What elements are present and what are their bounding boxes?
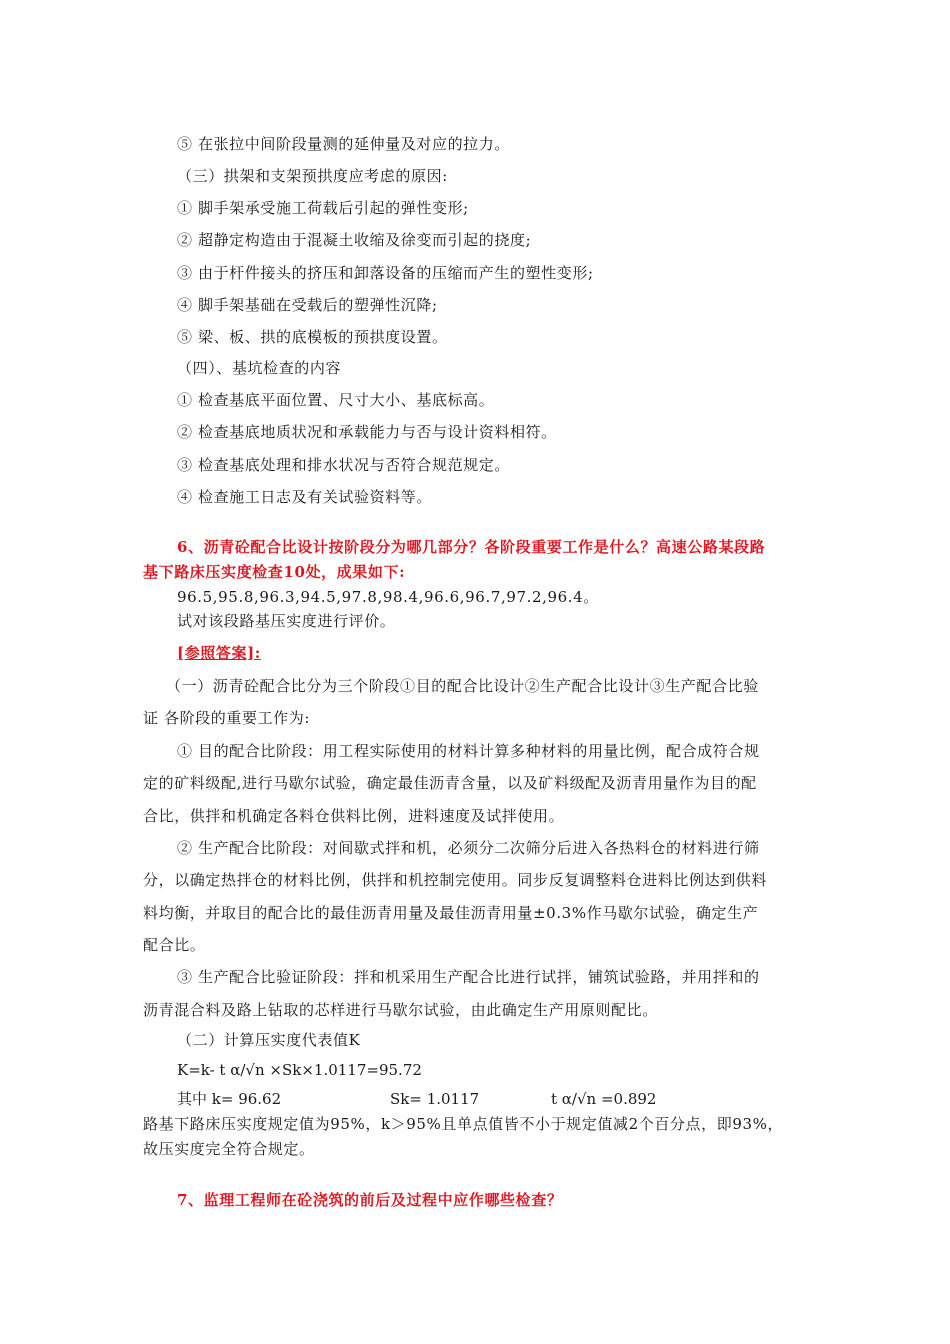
production-mix-line-2: 分，以确定热拌仓的材料比例，供拌和机控制完使用。同步反复调整料仓进料比例达到供料 bbox=[143, 871, 768, 889]
conclusion-line-2: 故压实度完全符合规定。 bbox=[143, 1140, 315, 1158]
answer-part1-line-2: 证 各阶段的重要工作为: bbox=[143, 709, 311, 727]
camber-item-3: ③ 由于杆件接头的挤压和卸落设备的压缩而产生的塑性变形; bbox=[177, 264, 594, 282]
answer-part1-line-1: （一）沥青砼配合比分为三个阶段①目的配合比设计②生产配合比设计③生产配合比验 bbox=[166, 677, 759, 695]
camber-item-5: ⑤ 梁、板、拱的底模板的预拱度设置。 bbox=[177, 328, 448, 346]
pit-item-3: ③ 检查基底处理和排水状况与否符合规范规定。 bbox=[177, 456, 510, 474]
production-mix-line-4: 配合比。 bbox=[143, 936, 206, 954]
formula-t-value: t α/√n =0.892 bbox=[551, 1090, 657, 1108]
production-mix-line-1: ② 生产配合比阶段：对间歇式拌和机，必须分二次筛分后进入各热料仓的材料进行筛 bbox=[177, 839, 760, 857]
tension-item-5: ⑤ 在张拉中间阶段量测的延伸量及对应的拉力。 bbox=[177, 135, 510, 153]
verification-line-1: ③ 生产配合比验证阶段：拌和机采用生产配合比进行试拌，铺筑试验路，并用拌和的 bbox=[177, 968, 760, 986]
conclusion-line-1: 路基下路床压实度规定值为95%，k＞95%且单点值皆不小于规定值减2个百分点，即93%， bbox=[143, 1115, 784, 1133]
pit-item-1: ① 检查基底平面位置、尺寸大小、基底标高。 bbox=[177, 391, 495, 409]
question-6-data: 96.5,95.8,96.3,94.5,97.8,98.4,96.6,96.7,97.2,96.4。 bbox=[177, 588, 599, 606]
target-mix-line-2: 定的矿料级配,进行马歇尔试验，确定最佳沥青含量，以及矿料级配及沥青用量作为目的配 bbox=[143, 774, 757, 792]
answer-title: [参照答案]: bbox=[177, 644, 261, 662]
camber-item-4: ④ 脚手架基础在受载后的塑弹性沉降; bbox=[177, 296, 438, 314]
camber-heading: （三）拱架和支架预拱度应考虑的原因: bbox=[177, 167, 448, 185]
compaction-formula: K=k- t α/√n ×Sk×1.0117=95.72 bbox=[177, 1061, 422, 1079]
question-7-line-1: 7、监理工程师在砼浇筑的前后及过程中应作哪些检查？ bbox=[177, 1191, 563, 1209]
camber-item-2: ② 超静定构造由于混凝土收缩及徐变而引起的挠度; bbox=[177, 231, 532, 249]
answer-part2-heading: （二）计算压实度代表值K bbox=[177, 1031, 361, 1049]
pit-item-2: ② 检查基底地质状况和承载能力与否与设计资料相符。 bbox=[177, 423, 557, 441]
production-mix-line-3: 料均衡，并取目的配合比的最佳沥青用量及最佳沥青用量±0.3%作马歇尔试验，确定生产 bbox=[143, 904, 759, 922]
pit-item-4: ④ 检查施工日志及有关试验资料等。 bbox=[177, 488, 432, 506]
question-6-line-2: 基下路床压实度检查10处，成果如下: bbox=[143, 563, 406, 581]
pit-heading: （四）、基坑检查的内容 bbox=[177, 359, 342, 377]
target-mix-line-3: 合比，供拌和机确定各料仓供料比例，进料速度及试拌使用。 bbox=[143, 807, 565, 825]
target-mix-line-1: ① 目的配合比阶段：用工程实际使用的材料计算多种材料的用量比例，配合成符合规 bbox=[177, 742, 760, 760]
formula-k-value: 其中 k= 96.62 bbox=[177, 1090, 282, 1108]
question-6-line-1: 6、沥青砼配合比设计按阶段分为哪几部分？各阶段重要工作是什么？高速公路某段路 bbox=[177, 538, 766, 556]
question-6-prompt: 试对该段路基压实度进行评价。 bbox=[177, 612, 396, 630]
formula-s-value: Sk= 1.0117 bbox=[390, 1090, 480, 1108]
camber-item-1: ① 脚手架承受施工荷载后引起的弹性变形; bbox=[177, 199, 469, 217]
verification-line-2: 沥青混合料及路上钻取的芯样进行马歇尔试验，由此确定生产用原则配比。 bbox=[143, 1001, 658, 1019]
